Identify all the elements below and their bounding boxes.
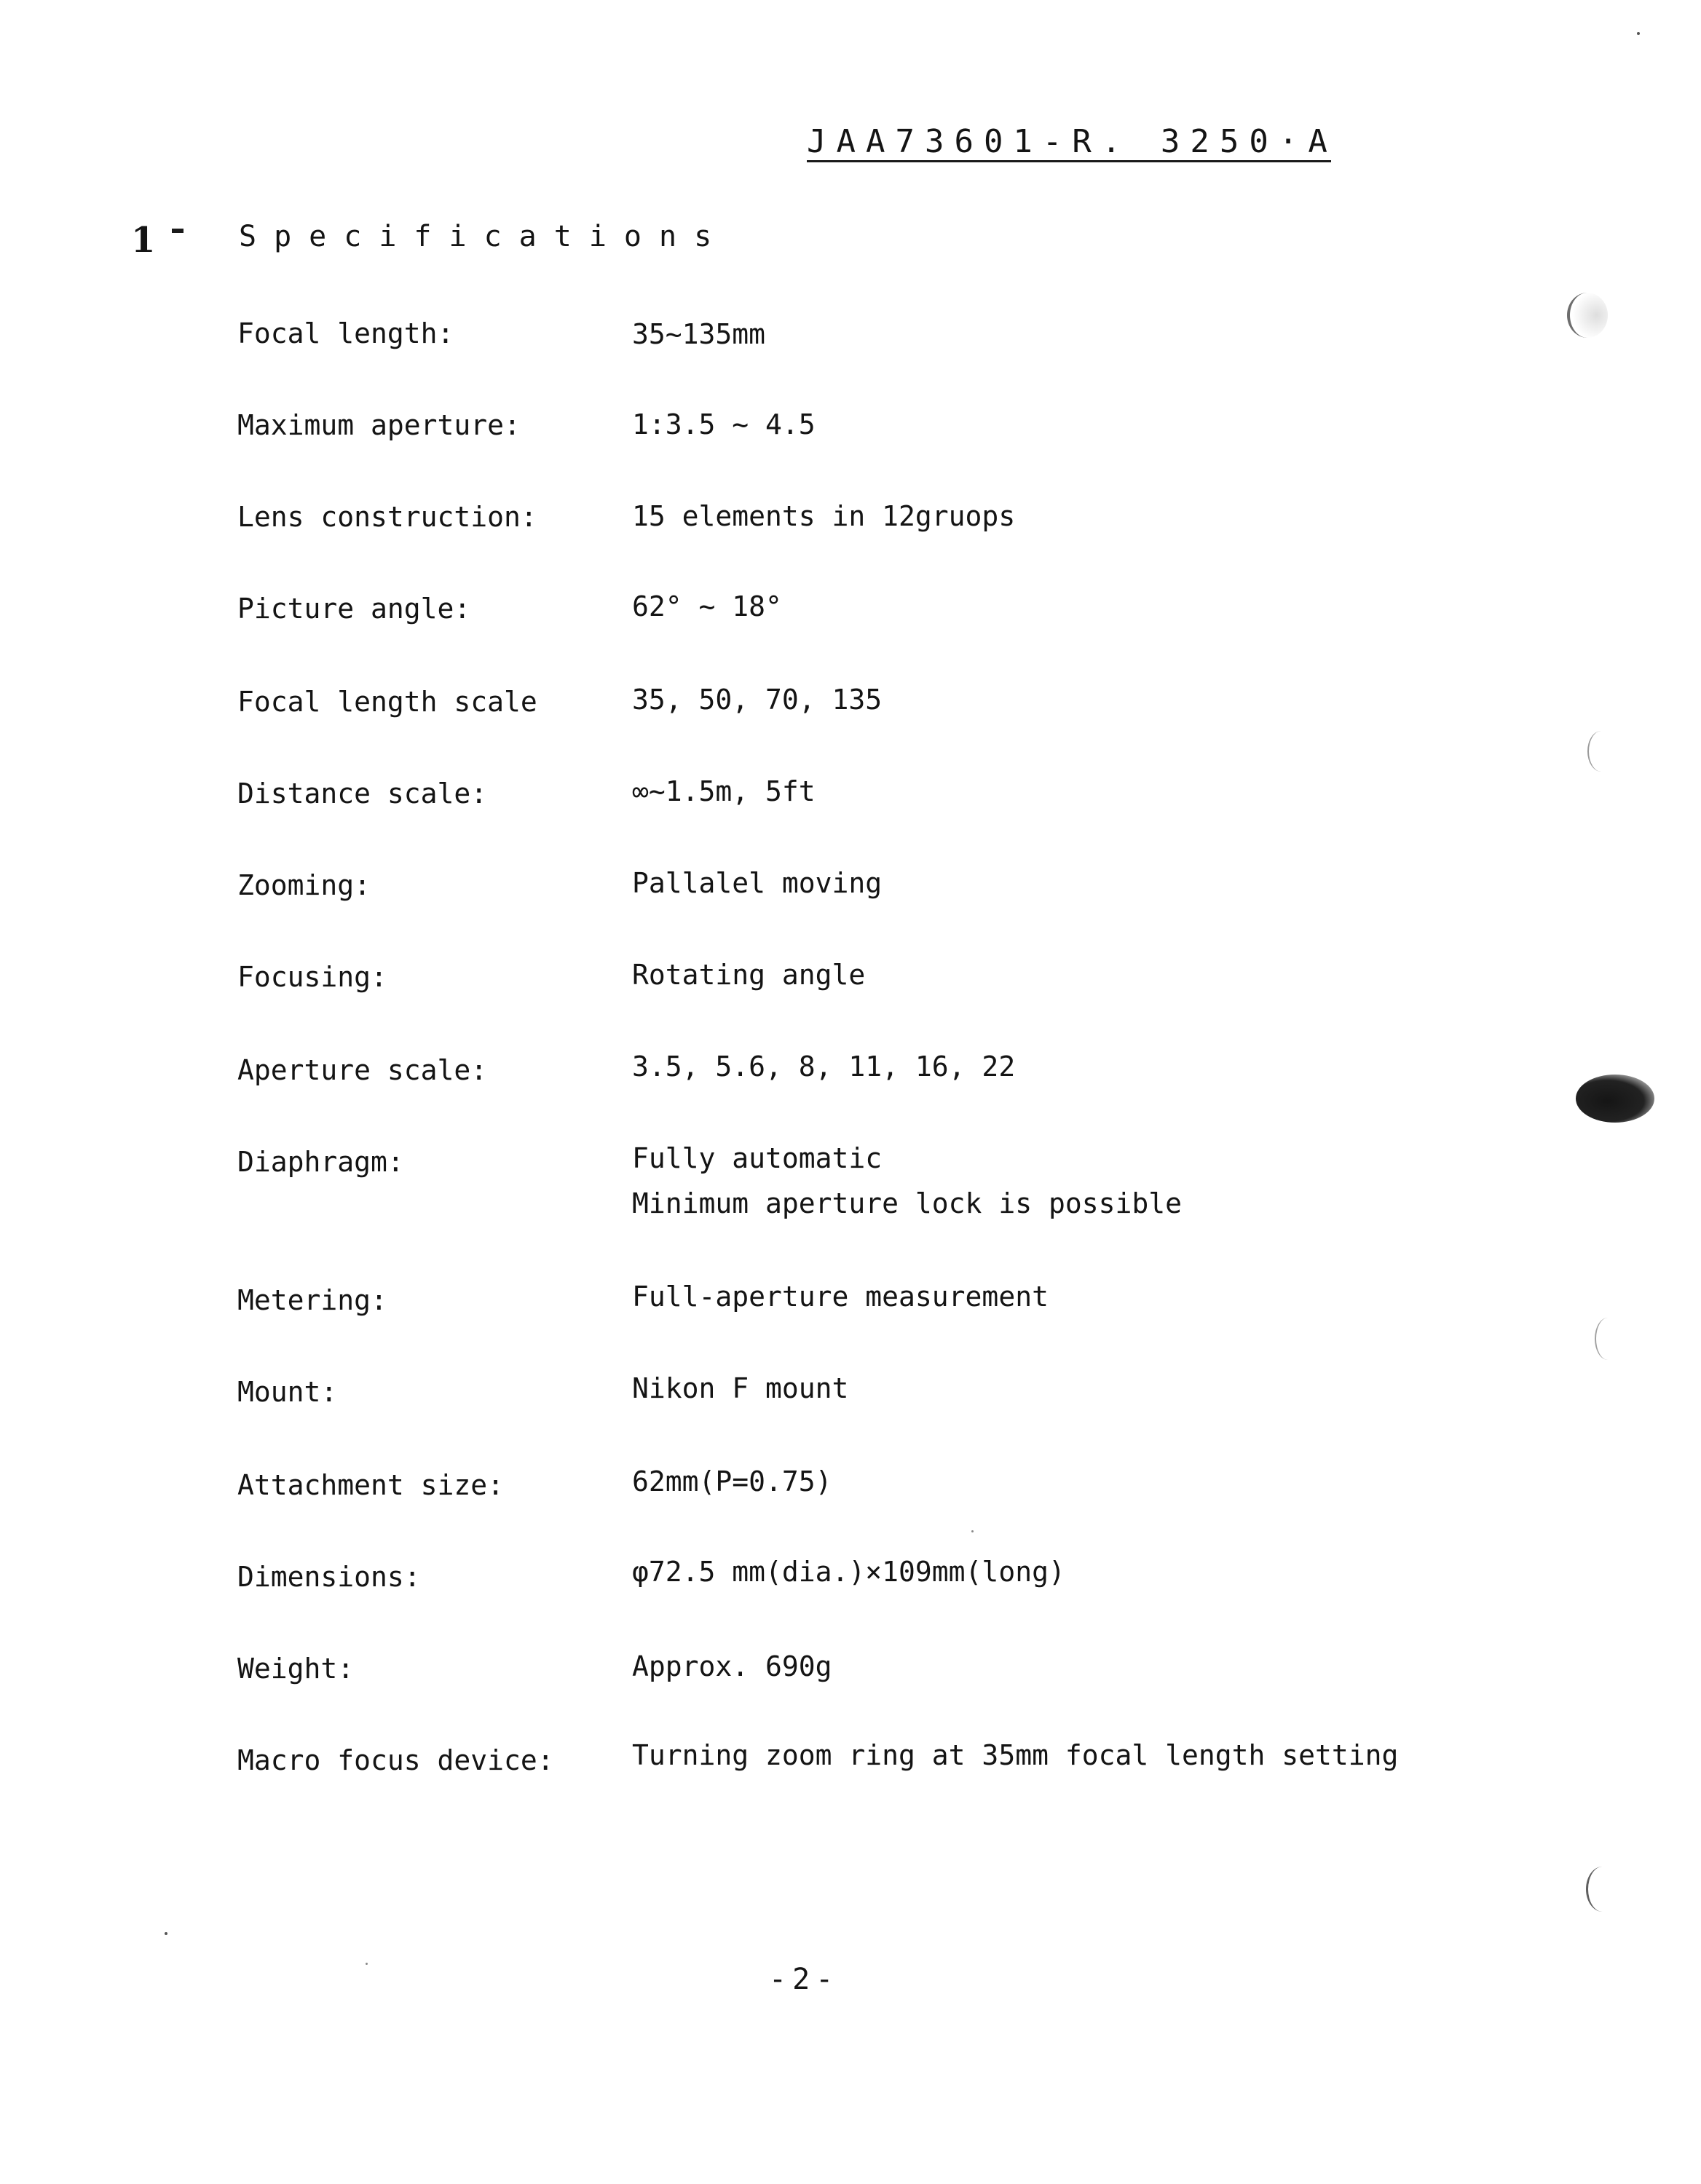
scan-speck (366, 1963, 368, 1965)
spec-row-focusing (0, 960, 1701, 1018)
spec-value: Full-aperture measurement (632, 1281, 1049, 1313)
spec-value: ∞~1.5m, 5ft (632, 775, 816, 807)
spec-label: Dimensions: (237, 1561, 421, 1593)
spec-label: Aperture scale: (237, 1054, 488, 1086)
scan-speck (971, 1530, 974, 1532)
spec-label: Macro focus device: (237, 1744, 554, 1776)
spec-value: Rotating angle (632, 959, 866, 991)
spec-row-focal-length-scale (0, 684, 1701, 743)
spec-value: 35, 50, 70, 135 (632, 684, 883, 716)
spec-label: Distance scale: (237, 778, 488, 810)
spec-value: Fully automatic (632, 1142, 883, 1174)
spec-label: Focal length scale (237, 686, 537, 718)
spec-label: Lens construction: (237, 501, 537, 533)
document-code: JAA73601-R. 3250·A (807, 125, 1331, 162)
spec-value: Turning zoom ring at 35mm focal length setting (632, 1739, 1399, 1771)
section-dot (172, 229, 183, 233)
spec-row-aperture-scale (0, 1053, 1701, 1111)
spec-label: Attachment size: (237, 1469, 505, 1501)
punch-hole-shadow (1586, 1867, 1619, 1912)
spec-row-macro-focus-device (0, 1739, 1701, 1801)
scan-speck (165, 1932, 167, 1935)
spec-label: Focal length: (237, 317, 454, 349)
spec-row-lens-construction (0, 499, 1701, 558)
spec-value: Pallalel moving (632, 867, 883, 899)
spec-row-focal-length (0, 316, 1701, 374)
spec-value: 15 elements in 12gruops (632, 500, 1016, 532)
spec-value-line2: Minimum aperture lock is possible (632, 1187, 1182, 1219)
punch-hole-shadow (1595, 1318, 1621, 1360)
spec-value: Approx. 690g (632, 1650, 832, 1682)
spec-row-maximum-aperture (0, 408, 1701, 466)
spec-value: 62mm(P=0.75) (632, 1465, 832, 1497)
spec-value: 35~135mm (632, 318, 766, 350)
spec-label: Focusing: (237, 961, 387, 993)
spec-value: 62° ~ 18° (632, 590, 782, 622)
spec-label: Diaphragm: (237, 1146, 404, 1178)
spec-row-picture-angle (0, 591, 1701, 649)
spec-row-distance-scale (0, 776, 1701, 834)
section-number: 1 (131, 220, 156, 261)
spec-row-weight (0, 1651, 1701, 1709)
scan-speck (1637, 32, 1640, 35)
page-number: -2- (769, 1963, 840, 1996)
spec-row-dimensions (0, 1556, 1701, 1618)
spec-label: Weight: (237, 1653, 355, 1685)
spec-value: Nikon F mount (632, 1372, 849, 1404)
spec-label: Zooming: (237, 869, 371, 901)
spec-row-mount (0, 1374, 1701, 1433)
spec-label: Metering: (237, 1284, 387, 1316)
spec-label: Mount: (237, 1376, 338, 1408)
spec-value: 1:3.5 ~ 4.5 (632, 408, 816, 440)
spec-row-metering (0, 1283, 1701, 1341)
spec-value: φ72.5 mm(dia.)×109mm(long) (632, 1556, 1065, 1588)
punch-hole-shadow (1567, 293, 1608, 338)
spec-row-zooming (0, 868, 1701, 926)
ink-smudge (1576, 1075, 1654, 1123)
spec-value: 3.5, 5.6, 8, 11, 16, 22 (632, 1051, 1016, 1083)
punch-hole-shadow (1587, 731, 1615, 772)
spec-label: Picture angle: (237, 593, 471, 625)
spec-row-diaphragm (0, 1144, 1701, 1246)
section-title: Specifications (239, 220, 730, 253)
spec-row-attachment-size (0, 1465, 1701, 1526)
spec-label: Maximum aperture: (237, 409, 521, 441)
